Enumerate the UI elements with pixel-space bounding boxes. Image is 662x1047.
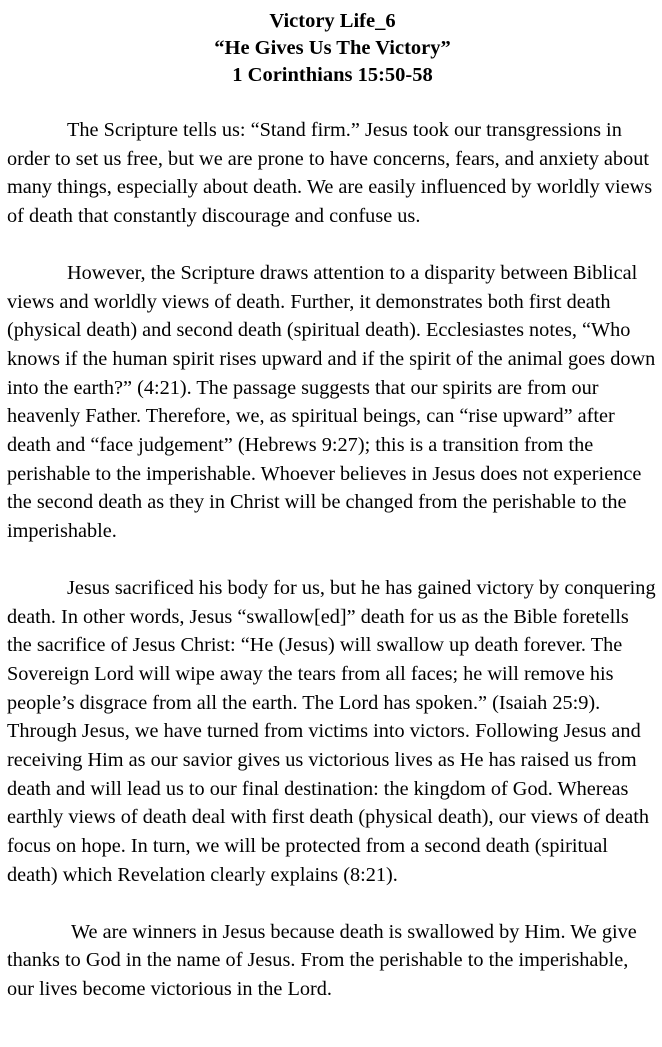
paragraph-3: Jesus sacrificed his body for us, but he has gained victory by conquering death. In other words, Jesus “swallow[ed]” death for us as the Bible foretells the sacrifice of Jesus Christ: “He (Jesus) will swallow up death forever. The Sovereign Lord will wipe away the tears from all faces; he will remove his people’s disgrace from all the earth. The Lord has spoken.” (Isaiah 25:9). Through Jesus, we have turned from victims into victors. Following Jesus and receiving Him as our savior gives us victorious lives as He has raised us from death and will lead us to our final destination: the kingdom of God. Whereas earthly views of death deal with first death (physical death), our views of death focus on hope. In turn, we will be protected from a second death (spiritual death) which Revelation clearly explains (8:21).: [7, 576, 656, 886]
document-header: [7, 8, 658, 89]
paragraph-2: However, the Scripture draws attention to a disparity between Biblical views and worldly views of death. Further, it demonstrates both first death (physical death) and second death (spiritual death). Ecclesiastes notes, “Who knows if the human spirit rises upward and if the spirit of the animal goes down into the earth?” (4:21). The passage suggests that our spirits are from our heavenly Father. Therefore, we, as spiritual beings, can “rise upward” after death and “face judgement” (Hebrews 9:27); this is a transition from the perishable to the imperishable. Whoever believes in Jesus does not experience the second death as they in Christ will be changed from the perishable to the imperishable.: [7, 261, 656, 543]
scripture-reference: 1 Corinthians 15:50-58: [232, 64, 433, 86]
paragraph-1: The Scripture tells us: “Stand firm.” Jesus took our transgressions in order to set us free, but we are prone to have concerns, fears, and anxiety about many things, especially about death. We are easily influenced by worldly views of death that constantly discourage and confuse us.: [7, 119, 653, 228]
series-title: Victory Life_6: [269, 10, 396, 32]
paragraph-4: We are winners in Jesus because death is swallowed by Him. We give thanks to God in the name of Jesus. From the perishable to the imperishable, our lives become victorious in the Lord.: [7, 920, 637, 1000]
sermon-title: “He Gives Us The Victory”: [214, 37, 451, 59]
